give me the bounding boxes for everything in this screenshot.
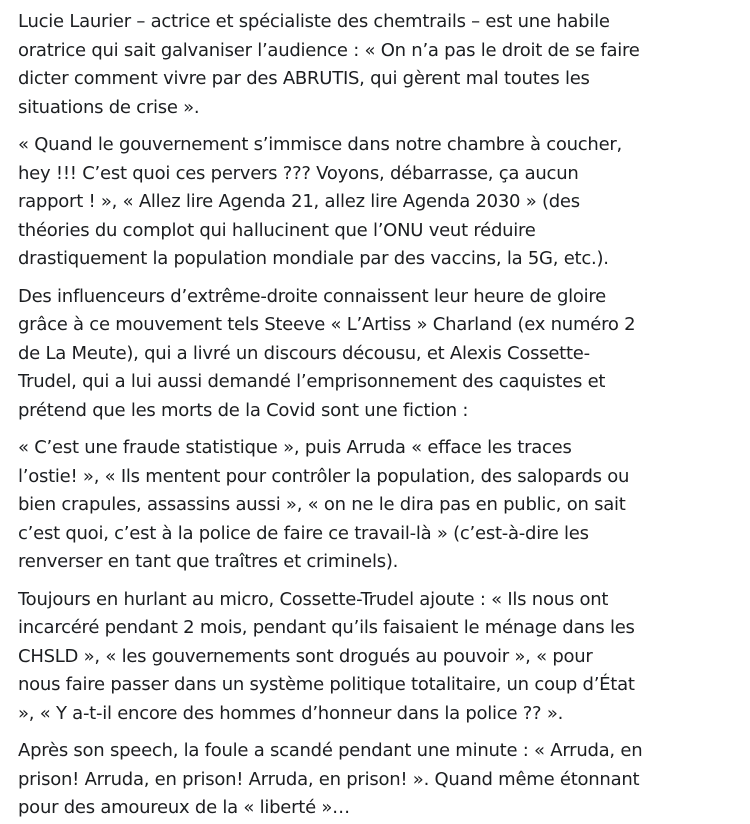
post-paragraph-1: Lucie Laurier – actrice et spécialiste des chemtrails – est une habile oratrice qui sait galvaniser l’audience : « On n’a pas le droit de se faire dicter comment vivre par des ABRUTIS, qui gèrent mal toutes les situations de crise ».	[18, 11, 640, 118]
post-paragraph-2: « Quand le gouvernement s’immisce dans notre chambre à coucher, hey !!! C’est quoi ces pervers ??? Voyons, débarrasse, ça aucun rapport ! », « Allez lire Agenda 21, allez lire Agenda 2030 » (des théories du complot qui hallucinent que l’ONU veut réduire drastiquement la population mondiale par des vaccins, la 5G, etc.).	[18, 134, 623, 269]
post-paragraph-4: « C’est une fraude statistique », puis Arruda « efface les traces l’ostie! », « Ils mentent pour contrôler la population, des salopards ou bien crapules, assassins aussi », « on ne le dira pas en public, on sait c’est quoi, c’est à la police de faire ce travail-là » (c’est-à-dire les renverser en tant que traîtres et criminels).	[18, 437, 630, 572]
post-paragraph-3: Des influenceurs d’extrême-droite connaissent leur heure de gloire grâce à ce mouvement tels Steeve « L’Artiss » Charland (ex numéro 2 de La Meute), qui a livré un discours décousu, et Alexis Cossette- Trudel, qui a lui aussi demandé l’emprisonnement des caquistes et prétend que les morts de la Covid sont une fiction :	[18, 285, 636, 421]
post-paragraph-5: Toujours en hurlant au micro, Cossette-Trudel ajoute : « Ils nous ont incarcéré pendant 2 mois, pendant qu’ils faisaient le ménage dans les CHSLD », « les gouvernements sont drogués au pouvoir », « pour nous faire passer dans un système politique totalitaire, un coup d’État », « Y a-t-il encore des hommes d’honneur dans la police ?? ».	[18, 588, 635, 724]
post-paragraph-6: Après son speech, la foule a scandé pendant une minute : « Arruda, en prison! Arruda, en prison! Arruda, en prison! ». Quand même étonnant pour des amoureux de la « liberté »…	[18, 740, 643, 818]
